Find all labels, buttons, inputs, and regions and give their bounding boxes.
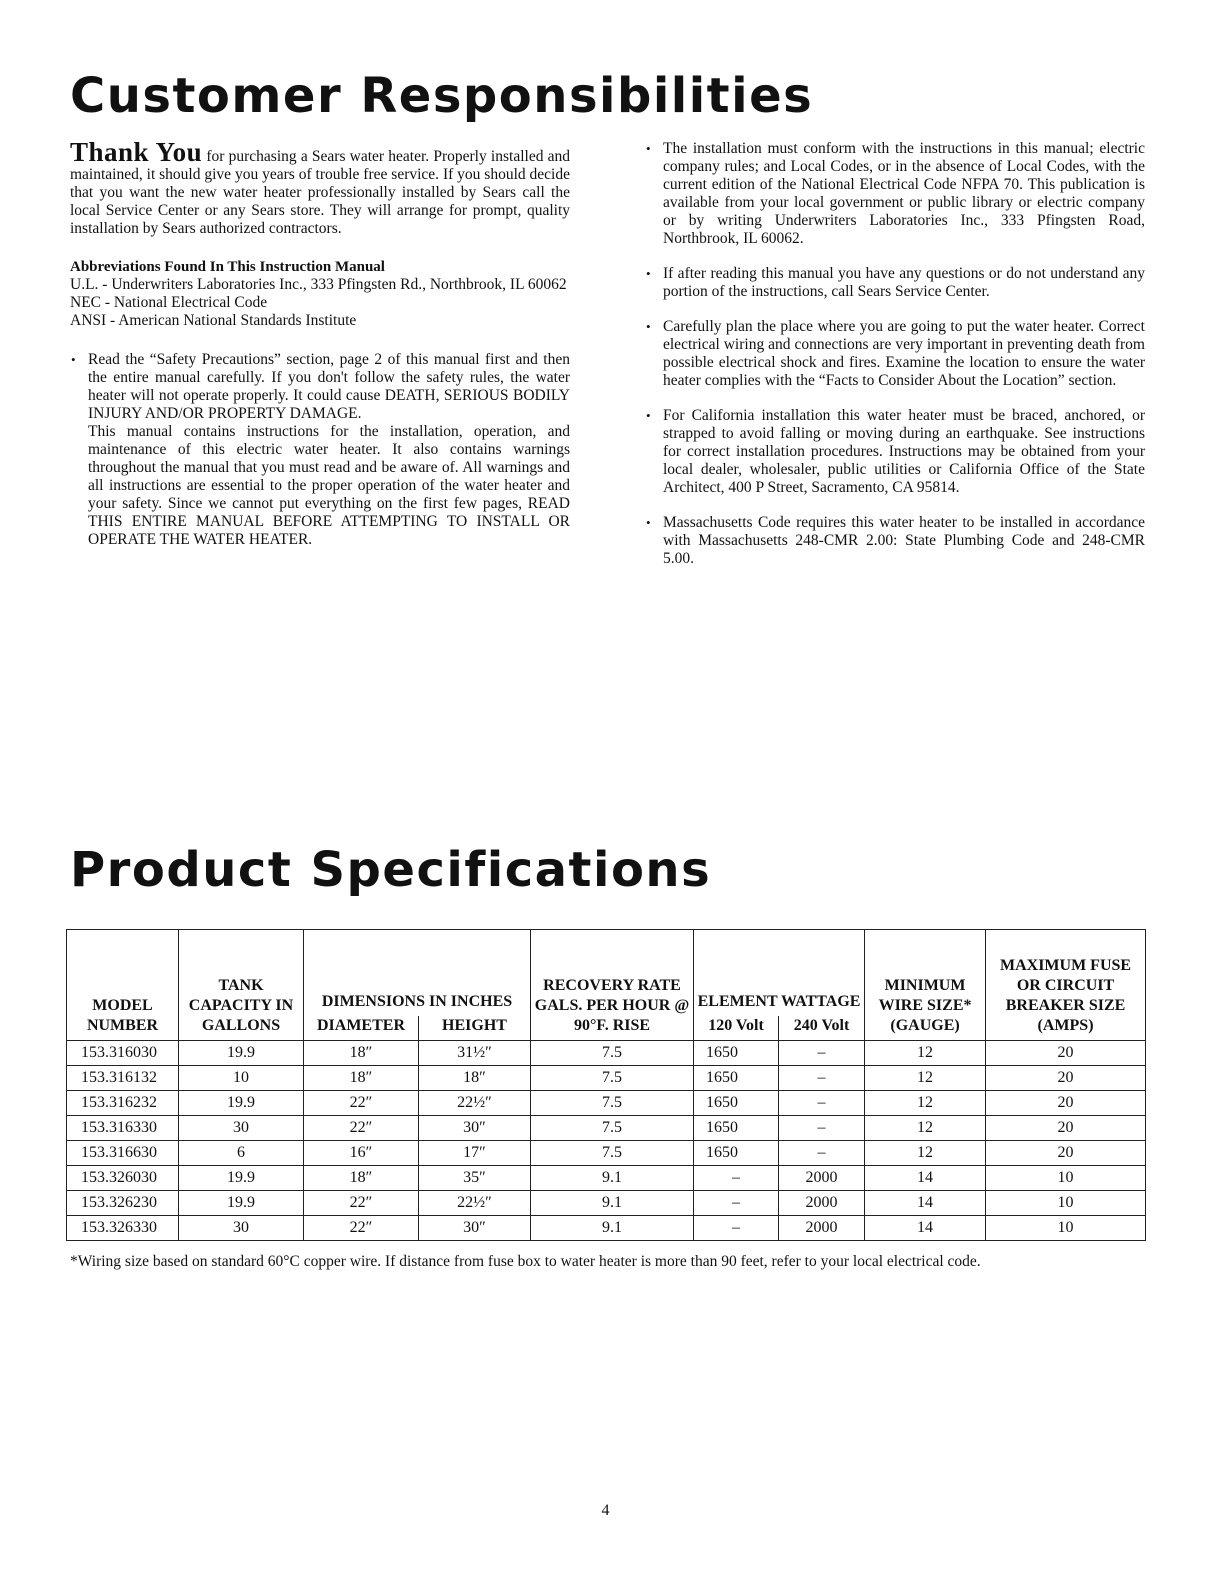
header-recovery-rate: RECOVERY RATE GALS. PER HOUR @ 90°F. RISE: [531, 930, 694, 1041]
cell-120-volt: 1650: [694, 1040, 779, 1065]
bullet-item-safety: [70, 351, 570, 549]
cell-120-volt: –: [694, 1190, 779, 1215]
table-row: [67, 1165, 1146, 1190]
cell-tank: 6: [179, 1140, 304, 1165]
cell-wire-size: 12: [865, 1065, 986, 1090]
cell-tank: 19.9: [179, 1190, 304, 1215]
table-header-row: [67, 930, 1146, 1016]
header-maximum-fuse: MAXIMUM FUSE OR CIRCUIT BREAKER SIZE (AMPS): [986, 930, 1146, 1041]
cell-wire-size: 12: [865, 1040, 986, 1065]
cell-diameter: 22″: [304, 1115, 419, 1140]
table-row: [67, 1065, 1146, 1090]
cell-model: 153.316030: [67, 1040, 179, 1065]
cell-wire-size: 14: [865, 1190, 986, 1215]
bullet-item: • The installation must conform with the instructions in this manual; electric company rules; and Local Codes, or in the absence of Local Codes, with the current edition of the National Electrical Code NFPA 70. This publication is available from your local government or public library or electric company or by writing Underwriters Laboratories Inc., 333 Pfingsten Road, Northbrook, IL 60062.: [645, 140, 1145, 248]
bullet-item: • If after reading this manual you have any questions or do not understand any portion of the instructions, call Sears Service Center.: [645, 265, 1145, 301]
header-element-wattage: ELEMENT WATTAGE: [694, 930, 865, 1016]
cell-120-volt: –: [694, 1165, 779, 1190]
cell-240-volt: 2000: [779, 1215, 865, 1240]
cell-height: 17″: [419, 1140, 531, 1165]
cell-tank: 30: [179, 1215, 304, 1240]
cell-tank: 19.9: [179, 1090, 304, 1115]
cell-wire-size: 12: [865, 1140, 986, 1165]
header-tank-capacity: TANK CAPACITY IN GALLONS: [179, 930, 304, 1041]
cell-fuse-size: 10: [986, 1215, 1146, 1240]
cell-diameter: 22″: [304, 1215, 419, 1240]
cell-height: 30″: [419, 1215, 531, 1240]
cell-diameter: 16″: [304, 1140, 419, 1165]
cell-fuse-size: 20: [986, 1065, 1146, 1090]
cell-240-volt: –: [779, 1090, 865, 1115]
cell-recovery: 7.5: [531, 1065, 694, 1090]
cell-tank: 19.9: [179, 1040, 304, 1065]
table-row: [67, 1140, 1146, 1165]
intro-text: for purchasing a Sears water heater. Properly installed and maintained, it should give you years of trouble free service. If you should decide that you want the new water heater professionally installed by Sears call the local Service Center or any Sears store. They will arrange for prompt, quality installation by Sears authorized contractors.: [70, 148, 571, 237]
cell-fuse-size: 20: [986, 1115, 1146, 1140]
cell-wire-size: 14: [865, 1215, 986, 1240]
cell-recovery: 7.5: [531, 1140, 694, 1165]
cell-120-volt: 1650: [694, 1140, 779, 1165]
cell-model: 153.316232: [67, 1090, 179, 1115]
cell-model: 153.326230: [67, 1190, 179, 1215]
cell-fuse-size: 10: [986, 1190, 1146, 1215]
header-model-number: MODEL NUMBER: [67, 930, 179, 1041]
cell-240-volt: –: [779, 1115, 865, 1140]
cell-120-volt: –: [694, 1215, 779, 1240]
page-number: 4: [601, 1502, 610, 1519]
left-bullet-list: [70, 351, 570, 549]
cell-model: 153.326330: [67, 1215, 179, 1240]
cell-tank: 10: [179, 1065, 304, 1090]
header-height: HEIGHT: [419, 1016, 531, 1041]
cell-diameter: 18″: [304, 1065, 419, 1090]
cell-wire-size: 12: [865, 1115, 986, 1140]
cell-model: 153.326030: [67, 1165, 179, 1190]
cell-height: 22½″: [419, 1090, 531, 1115]
cell-120-volt: 1650: [694, 1065, 779, 1090]
cell-fuse-size: 10: [986, 1165, 1146, 1190]
cell-120-volt: 1650: [694, 1090, 779, 1115]
table-row: [67, 1040, 1146, 1065]
cell-fuse-size: 20: [986, 1140, 1146, 1165]
cell-240-volt: 2000: [779, 1165, 865, 1190]
cell-recovery: 7.5: [531, 1040, 694, 1065]
abbreviations-section: [70, 258, 570, 330]
cell-tank: 19.9: [179, 1165, 304, 1190]
bullet-paragraph: This manual contains instructions for the installation, operation, and maintenance of this electric water heater. It also contains warnings throughout the manual that you must read and be aware of. All warnings and all instructions are essential to the proper operation of the water heater and your safety. Since we cannot put everything on the first few pages, READ THIS ENTIRE MANUAL BEFORE ATTEMPTING TO INSTALL OR OPERATE THE WATER HEATER.: [88, 423, 570, 548]
bullet-paragraph: • Read the “Safety Precautions” section, page 2 of this manual first and then the entire manual carefully. If you don't follow the safety rules, the water heater will not operate properly. It could cause DEATH, SERIOUS BODILY INJURY AND/OR PROPERTY DAMAGE.: [88, 351, 570, 422]
right-bullet-list: [645, 140, 1145, 568]
table-footnote: *Wiring size based on standard 60°C copper wire. If distance from fuse box to water heater is more than 90 feet, refer to your local electrical code.: [70, 1253, 981, 1270]
cell-recovery: 7.5: [531, 1115, 694, 1140]
cell-wire-size: 12: [865, 1090, 986, 1115]
header-240-volt: 240 Volt: [779, 1016, 865, 1041]
page-title-specifications: Product Specifications: [70, 842, 712, 898]
cell-240-volt: –: [779, 1040, 865, 1065]
cell-wire-size: 14: [865, 1165, 986, 1190]
cell-model: 153.316132: [67, 1065, 179, 1090]
cell-height: 22½″: [419, 1190, 531, 1215]
cell-120-volt: 1650: [694, 1115, 779, 1140]
cell-recovery: 9.1: [531, 1165, 694, 1190]
abbreviation-item: U.L. - Underwriters Laboratories Inc., 333 Pfingsten Rd., Northbrook, IL 60062: [70, 276, 567, 293]
header-dimensions: DIMENSIONS IN INCHES: [304, 930, 531, 1016]
cell-fuse-size: 20: [986, 1090, 1146, 1115]
cell-height: 30″: [419, 1115, 531, 1140]
cell-diameter: 22″: [304, 1190, 419, 1215]
thank-you-heading: Thank You: [70, 137, 203, 167]
cell-recovery: 9.1: [531, 1190, 694, 1215]
table-row: [67, 1215, 1146, 1240]
intro-paragraph: [70, 137, 571, 238]
cell-height: 35″: [419, 1165, 531, 1190]
cell-diameter: 22″: [304, 1090, 419, 1115]
table-row: [67, 1190, 1146, 1215]
abbreviation-item: ANSI - American National Standards Institute: [70, 312, 357, 329]
table-row: [67, 1115, 1146, 1140]
cell-height: 31½″: [419, 1040, 531, 1065]
cell-240-volt: 2000: [779, 1190, 865, 1215]
cell-240-volt: –: [779, 1065, 865, 1090]
cell-model: 153.316330: [67, 1115, 179, 1140]
bullet-item: • For California installation this water heater must be braced, anchored, or strapped to avoid falling or moving during an earthquake. See instructions for correct installation procedures. Instructions may be obtained from your local dealer, wholesaler, public utilities or California Office of the State Architect, 400 P Street, Sacramento, CA 95814.: [645, 407, 1145, 497]
table-row: [67, 1090, 1146, 1115]
left-column: [70, 137, 571, 549]
header-minimum-wire-size: MINIMUM WIRE SIZE* (GAUGE): [865, 930, 986, 1041]
cell-tank: 30: [179, 1115, 304, 1140]
bullet-item: • Massachusetts Code requires this water heater to be installed in accordance with Massachusetts 248-CMR 2.00: State Plumbing Code and 248-CMR 5.00.: [645, 514, 1145, 568]
cell-diameter: 18″: [304, 1165, 419, 1190]
header-diameter: DIAMETER: [304, 1016, 419, 1041]
abbreviations-heading: Abbreviations Found In This Instruction Manual: [70, 259, 385, 275]
cell-diameter: 18″: [304, 1040, 419, 1065]
bullet-item: • Carefully plan the place where you are going to put the water heater. Correct electrical wiring and connections are very important in preventing death from possible electrical shock and fires. Examine the location to ensure the water heater complies with the “Facts to Consider About the Location” section.: [645, 318, 1145, 390]
cell-fuse-size: 20: [986, 1040, 1146, 1065]
abbreviation-item: NEC - National Electrical Code: [70, 294, 268, 311]
cell-recovery: 7.5: [531, 1090, 694, 1115]
right-column: [645, 140, 1145, 585]
header-120-volt: 120 Volt: [694, 1016, 779, 1041]
cell-model: 153.316630: [67, 1140, 179, 1165]
product-specifications-table: [66, 929, 1146, 1241]
page-title-responsibilities: Customer Responsibilities: [70, 68, 814, 124]
cell-height: 18″: [419, 1065, 531, 1090]
cell-recovery: 9.1: [531, 1215, 694, 1240]
cell-240-volt: –: [779, 1140, 865, 1165]
